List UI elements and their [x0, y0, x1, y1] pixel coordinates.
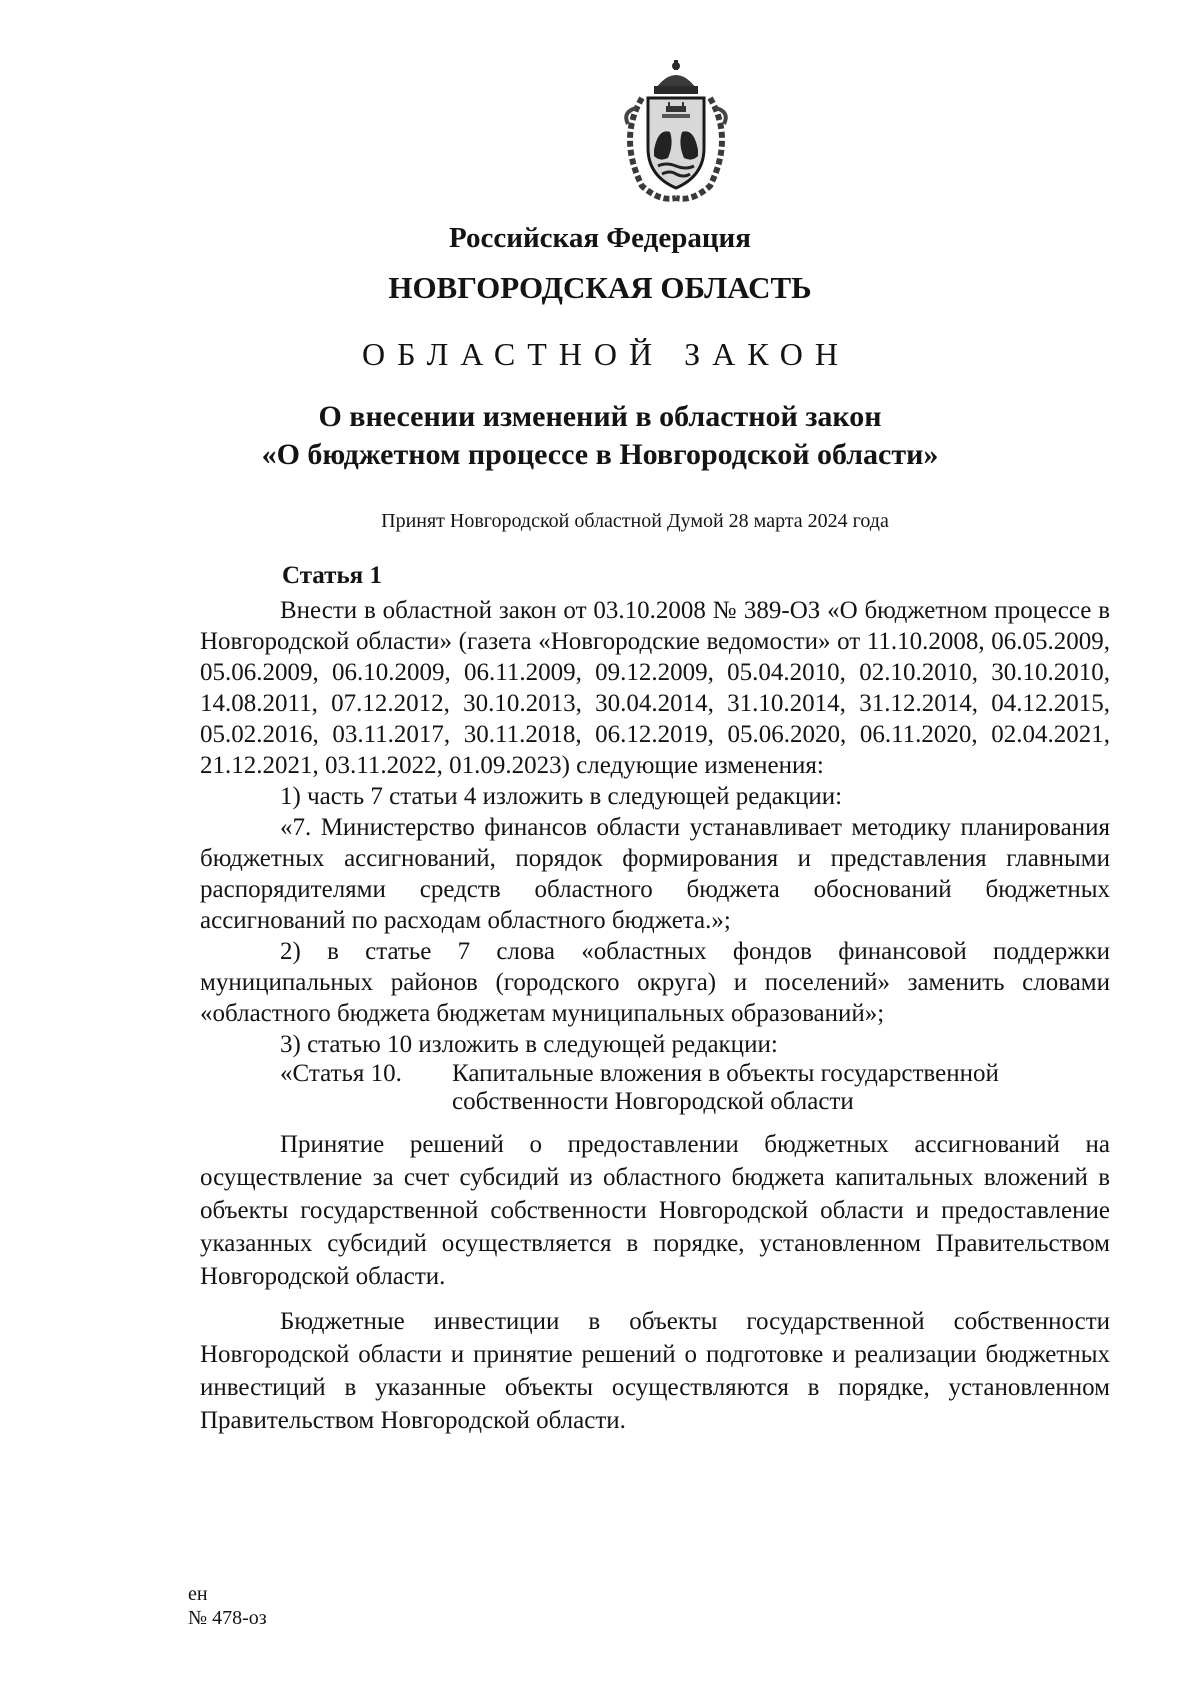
- law-title-line1: О внесении изменений в областной закон: [318, 400, 882, 433]
- adoption-date: Принят Новгородской областной Думой 28 марта 2024 года: [381, 510, 889, 532]
- law-title-line2: «О бюджетном процессе в Новгородской области»: [261, 438, 939, 471]
- law-body: [200, 560, 1110, 1437]
- amendment-item-2: 2) в статье 7 слова «областных фондов финансовой поддержки муниципальных районов (городского округа) и поселений» заменить словами «областного бюджета бюджетам муниципальных образований»;: [200, 938, 1110, 1027]
- region-name: НОВГОРОДСКАЯ ОБЛАСТЬ: [388, 270, 812, 305]
- coat-of-arms-icon: [608, 58, 744, 206]
- article-10-title: [452, 1060, 1110, 1116]
- executor-initials: ен: [188, 1583, 208, 1605]
- amendment-item-3: 3) статью 10 изложить в следующей редакции:: [280, 1031, 778, 1058]
- amendment-item-1: 1) часть 7 статьи 4 изложить в следующей редакции:: [280, 783, 843, 810]
- law-number: № 478-оз: [188, 1607, 267, 1629]
- article-10-label: «Статья 10.: [280, 1060, 402, 1087]
- article-10-heading: [200, 1060, 1110, 1116]
- article-10-paragraph-1: Принятие решений о предоставлении бюджетных ассигнований на осуществление за счет субсидий из областного бюджета капитальных вложений в объекты государственной собственности Новгородской области и предоставление указанных субсидий осуществляется в порядке, установленном Правительством Новгородской области.: [200, 1131, 1110, 1290]
- article-intro: Внести в областной закон от 03.10.2008 № 389-ОЗ «О бюджетном процессе в Новгородской области» (газета «Новгородские ведомости» от 11.10.2008, 06.05.2009, 05.06.2009, 06.10.2009, 06.11.2009, 09.12.2009, 05.04.2010, 02.10.2010, 30.10.2010, 14.08.2011, 07.12.2012, 30.10.2013, 30.04.2014, 31.10.2014, 31.12.2014, 04.12.2015, 05.02.2016, 03.11.2017, 30.11.2018, 06.12.2019, 05.06.2020, 06.11.2020, 02.04.2021, 21.12.2021, 03.11.2022, 01.09.2023) следующие изменения:: [200, 597, 1110, 779]
- article-heading: Статья 1: [282, 562, 382, 589]
- article-10-title-line1: Капитальные вложения в объекты государственной: [452, 1060, 999, 1087]
- amendment-item-1-text: «7. Министерство финансов области устанавливает методику планирования бюджетных ассигнований, порядок формирования и представления главными распорядителями средств областного бюджета обоснований бюджетных ассигнований по расходам областного бюджета.»;: [200, 814, 1110, 934]
- article-10-paragraph-2: Бюджетные инвестиции в объекты государственной собственности Новгородской области и принятие решений о подготовке и реализации бюджетных инвестиций в указанные объекты осуществляются в порядке, установленном Правительством Новгородской области.: [200, 1308, 1110, 1434]
- law-type: ОБЛАСТНОЙ ЗАКОН: [361, 336, 851, 372]
- country-name: Российская Федерация: [449, 222, 751, 254]
- document-footer: [188, 1582, 267, 1630]
- article-10-title-line2: собственности Новгородской области: [452, 1088, 854, 1115]
